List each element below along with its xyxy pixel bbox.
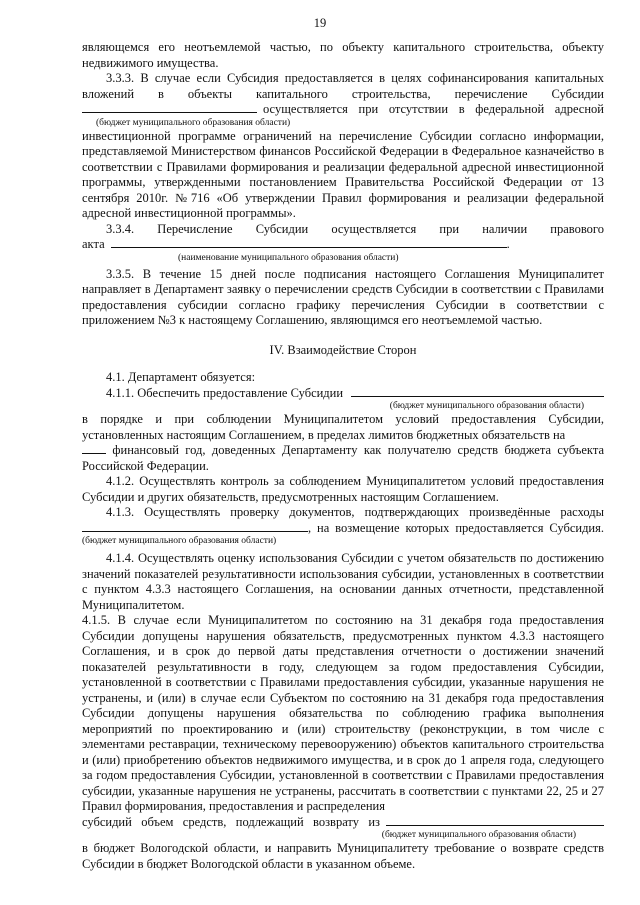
document-body bbox=[82, 40, 604, 872]
clause-4-1-1-line1: 4.1.1. Обеспечить предоставление Субсидии bbox=[82, 386, 604, 402]
paragraph-continuation: являющемся его неотъемлемой частью, по объекту капитального строительства, объекту недвижимого имущества. bbox=[82, 40, 604, 70]
clause-3-3-3-line2: вложений в объекты капитального строительства, перечисление Субсидии bbox=[82, 86, 604, 101]
clause-3-3-4-line2: акта . bbox=[82, 237, 510, 251]
caption-municipality-name: (наименование муниципального образования области) bbox=[178, 252, 399, 263]
caption-municipal-budget: (бюджет муниципального образования области) bbox=[96, 117, 291, 128]
clause-4-1-4: 4.1.4. Осуществлять оценку использования Субсидии с учетом обязательств по достижению значений показателей результативности использования субсидии, установленных в соответствии с пунктом 4.3.3 настоящего Соглашения, на основании данных отчетности, представленной Муниципалитетом. bbox=[82, 551, 604, 612]
clause-3-3-3-line3: осуществляется при отсутствии в федеральной адресной bbox=[82, 102, 604, 118]
legal-act-blank-field bbox=[111, 247, 507, 248]
budget-blank-field bbox=[351, 396, 604, 397]
budget-blank-field bbox=[82, 531, 308, 532]
clause-4-1-3-line2: , на возмещение которых предоставляется Субсидия. bbox=[82, 521, 604, 537]
clause-3-3-3-line1: 3.3.3. В случае если Субсидия предоставляется в целях софинансирования капитальных bbox=[106, 71, 604, 85]
clause-4-1-5-last-line: субсидий объем средств, подлежащий возврату из bbox=[82, 815, 604, 831]
clause-4-1-5-body: 4.1.5. В случае если Муниципалитетом по состоянию на 31 декабря года предоставления Субсидии допущены нарушения обязательств, предусмотренных пунктом 4.3.3 настоящего Соглашения, и в срок до первой даты представления отчетности о достижении значений показателей результативности в году, следующем за годом предоставления Субсидии, установленной в соответствии с Правилами предоставления субсидии, указанные нарушения не устранены, и (или) в случае если Субъектом по состоянию на 31 декабря года предоставления Субсидии допущены нарушения обязательства по соблюдению графика выполнения мероприятий по проектированию и (или) строительству (реконструкции, в том числе с элементами реставрации, техническому перевооружению) объектов капитального строительства и (или) приобретению объектов недвижимого имущества, и в срок до 1 апреля года, следующего за годом предоставления Субсидии, установленной в соответствии с Правилами предоставления субсидии, указанные нарушения не устранены, рассчитать в соответствии с пунктами 22, 25 и 27 Правил формирования, предоставления и распределения bbox=[82, 613, 604, 813]
clause-3-3-3-rest: инвестиционной программе ограничений на перечисление Субсидии согласно информации, представляемой Министерством финансов Российской Федерации в Федеральное казначейство в соответствии с Правилами формирования и реализации федеральной адресной инвестиционной программы, утвержденными постановлением Правительства Российской Федерации от 13 сентября 2010г. №716 «Об утверждении Правил формирования и реализации федеральной адресной инвестиционной программы». bbox=[82, 128, 604, 220]
section-title: IV. Взаимодействие Сторон bbox=[269, 342, 417, 357]
clause-3-3-4-line1: 3.3.4. Перечисление Субсидии осуществляется при наличии правового bbox=[106, 221, 604, 236]
budget-blank-field bbox=[386, 825, 604, 826]
budget-blank-field bbox=[82, 112, 257, 113]
year-blank-field bbox=[82, 453, 106, 454]
page-number: 19 bbox=[313, 16, 327, 30]
clause-4-1-1-rest2: финансовый год, доведенных Департаменту как получателю средств бюджета субъекта Российской Федерации. bbox=[82, 443, 605, 473]
caption-municipal-budget: (бюджет муниципального образования области) bbox=[82, 536, 277, 546]
clause-4-1-1-rest1: в порядке и при соблюдении Муниципалитетом условий предоставления Субсидии, установленных настоящим Соглашением, в пределах лимитов бюджетных обязательств на bbox=[82, 412, 604, 442]
clause-4-1-2: 4.1.2. Осуществлять контроль за соблюдением Муниципалитетом условий предоставления Субсидии и других обязательств, предусмотренных настоящим Соглашением. bbox=[82, 474, 604, 504]
clause-4-1-5-tail: в бюджет Вологодской области, и направить Муниципалитету требование о возврате средств Субсидии в бюджет Вологодской области в указанном объеме. bbox=[82, 841, 604, 871]
clause-3-3-5: 3.3.5. В течение 15 дней после подписания настоящего Соглашения Муниципалитет направляет в Департамент заявку о перечислении средств Субсидии в соответствии с Правилами предоставления субсидии согласно графику перечисления Субсидии в соответствии с приложением №3 к настоящему Соглашению, являющимся его неотъемлемой частью. bbox=[82, 266, 604, 327]
caption-municipal-budget: (бюджет муниципального образования области) bbox=[381, 830, 576, 840]
caption-municipal-budget: (бюджет муниципального образования области) bbox=[389, 401, 584, 411]
clause-4-1-3-line1: 4.1.3. Осуществлять проверку документов, подтверждающих произведённые расходы bbox=[106, 505, 604, 519]
clause-4-1: 4.1. Департамент обязуется: bbox=[106, 370, 256, 384]
